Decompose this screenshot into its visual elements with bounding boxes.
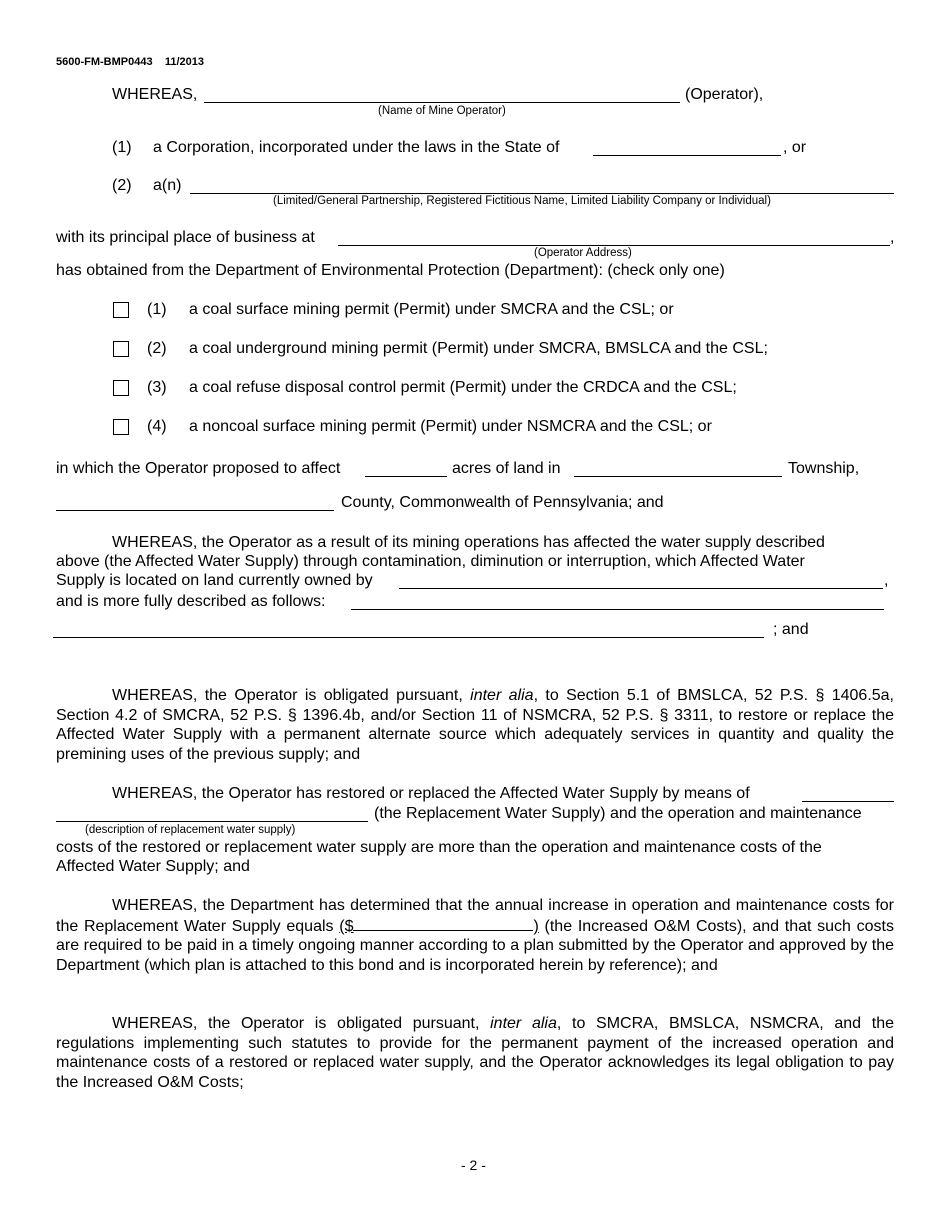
- replaced-line-4: Affected Water Supply; and: [56, 858, 250, 875]
- operator-address-caption: (Operator Address): [534, 247, 632, 259]
- affected-and: ; and: [773, 621, 809, 638]
- operator-name-caption: (Name of Mine Operator): [378, 105, 506, 117]
- obligated-paragraph-1: WHEREAS, the Operator is obligated pursuant, inter alia, to Section 5.1 of BMSLCA, 52 P.S. § 1406.5a, Section 4.2 of SMCRA, 52 P.S. § 1396.4b, and/or Section 11 of NSMCRA, 52 P.S. § 3311, to restore or replace the Affected Water Supply with a permanent alternate source which adequately services in quantity and quality the premining uses of the previous supply; and: [56, 687, 894, 763]
- permit-2-checkbox[interactable]: [113, 341, 129, 357]
- entity-option-2-text: a(n): [153, 177, 182, 194]
- increased-costs-amount-field[interactable]: [353, 916, 533, 931]
- entity-option-1-number: (1): [112, 139, 132, 156]
- permit-4-text: a noncoal surface mining permit (Permit) under NSMCRA and the CSL; or: [189, 418, 712, 435]
- acres-field[interactable]: [365, 476, 447, 477]
- township-label: acres of land in: [452, 460, 561, 477]
- page-number: - 2 -: [461, 1157, 486, 1173]
- state-field[interactable]: [593, 155, 781, 156]
- form-date: 11/2013: [164, 56, 204, 68]
- entity-option-1-suffix: , or: [783, 139, 807, 156]
- landowner-field[interactable]: [399, 588, 883, 589]
- replaced-line-2: (the Replacement Water Supply) and the operation and maintenance: [374, 805, 862, 822]
- county-label: County, Commonwealth of Pennsylvania; and: [341, 494, 664, 511]
- operator-label: (Operator),: [685, 86, 764, 103]
- permit-4-checkbox[interactable]: [113, 419, 129, 435]
- affected-owner-suffix: ,: [884, 572, 889, 589]
- affected-line-1: WHEREAS, the Operator as a result of its mining operations has affected the water supply described: [112, 534, 825, 551]
- replacement-caption: (description of replacement water supply): [85, 824, 296, 836]
- acres-label: in which the Operator proposed to affect: [56, 460, 341, 477]
- business-address-label: with its principal place of business at: [56, 229, 315, 246]
- permit-2-text: a coal underground mining permit (Permit) under SMCRA, BMSLCA and the CSL;: [189, 340, 768, 357]
- form-number: 5600-FM-BMP0443: [56, 56, 153, 68]
- dollar-sign: ($: [339, 917, 354, 935]
- costs-paragraph: WHEREAS, the Department has determined that the annual increase in operation and maintenance costs for the Replacement Water Supply equals ($ ) (the Increased O&M Costs), and that such costs are required to be paid in a timely ongoing manner according to a plan submitted by the Operator and approved by the Department (which plan is attached to this bond and is incorporated herein by reference); and: [56, 897, 895, 974]
- permit-1-text: a coal surface mining permit (Permit) under SMCRA and the CSL; or: [189, 301, 674, 318]
- operator-name-field[interactable]: [204, 102, 680, 103]
- obtained-text: has obtained from the Department of Environmental Protection (Department): (check only one): [56, 262, 725, 279]
- entity-type-caption: (Limited/General Partnership, Registered Fictitious Name, Limited Liability Company or Individual): [273, 195, 771, 207]
- form-number-header: [56, 56, 204, 68]
- whereas-label: WHEREAS,: [112, 86, 198, 103]
- permit-3-checkbox[interactable]: [113, 380, 129, 396]
- water-supply-description-field-2[interactable]: [53, 637, 764, 638]
- county-field[interactable]: [56, 510, 334, 511]
- entity-option-1-text: a Corporation, incorporated under the laws in the State of: [153, 139, 560, 156]
- permit-3-text: a coal refuse disposal control permit (Permit) under the CRDCA and the CSL;: [189, 379, 737, 396]
- township-field[interactable]: [574, 476, 782, 477]
- affected-line-2: above (the Affected Water Supply) through contamination, diminution or interruption, which Affected Water: [56, 553, 805, 570]
- replaced-line-3: costs of the restored or replacement water supply are more than the operation and maintenance costs of the: [56, 839, 822, 856]
- permit-4-number: (4): [147, 418, 167, 435]
- permit-2-number: (2): [147, 340, 167, 357]
- permit-1-checkbox[interactable]: [113, 302, 129, 318]
- replaced-line-1: WHEREAS, the Operator has restored or replaced the Affected Water Supply by means of: [112, 785, 750, 802]
- township-suffix: Township,: [788, 460, 860, 477]
- affected-owner-label: Supply is located on land currently owned by: [56, 572, 373, 589]
- permit-3-number: (3): [147, 379, 167, 396]
- entity-option-2-number: (2): [112, 177, 132, 194]
- permit-1-number: (1): [147, 301, 167, 318]
- entity-type-field[interactable]: [190, 193, 894, 194]
- obligated-paragraph-2: WHEREAS, the Operator is obligated pursuant, inter alia, to SMCRA, BMSLCA, NSMCRA, and the regulations implementing such statutes to provide for the permanent payment of the increased operation and maintenance costs of a restored or replaced water supply, and the Operator acknowledges its legal obligation to pay the Increased O&M Costs;: [56, 1015, 895, 1091]
- costs-close-paren: ): [533, 917, 539, 935]
- replacement-means-field-1[interactable]: [802, 801, 894, 802]
- replacement-means-field-2[interactable]: [56, 821, 368, 822]
- operator-address-field[interactable]: [338, 245, 890, 246]
- affected-description-label: and is more fully described as follows:: [56, 593, 326, 610]
- water-supply-description-field-1[interactable]: [351, 609, 884, 610]
- business-address-suffix: ,: [890, 229, 895, 246]
